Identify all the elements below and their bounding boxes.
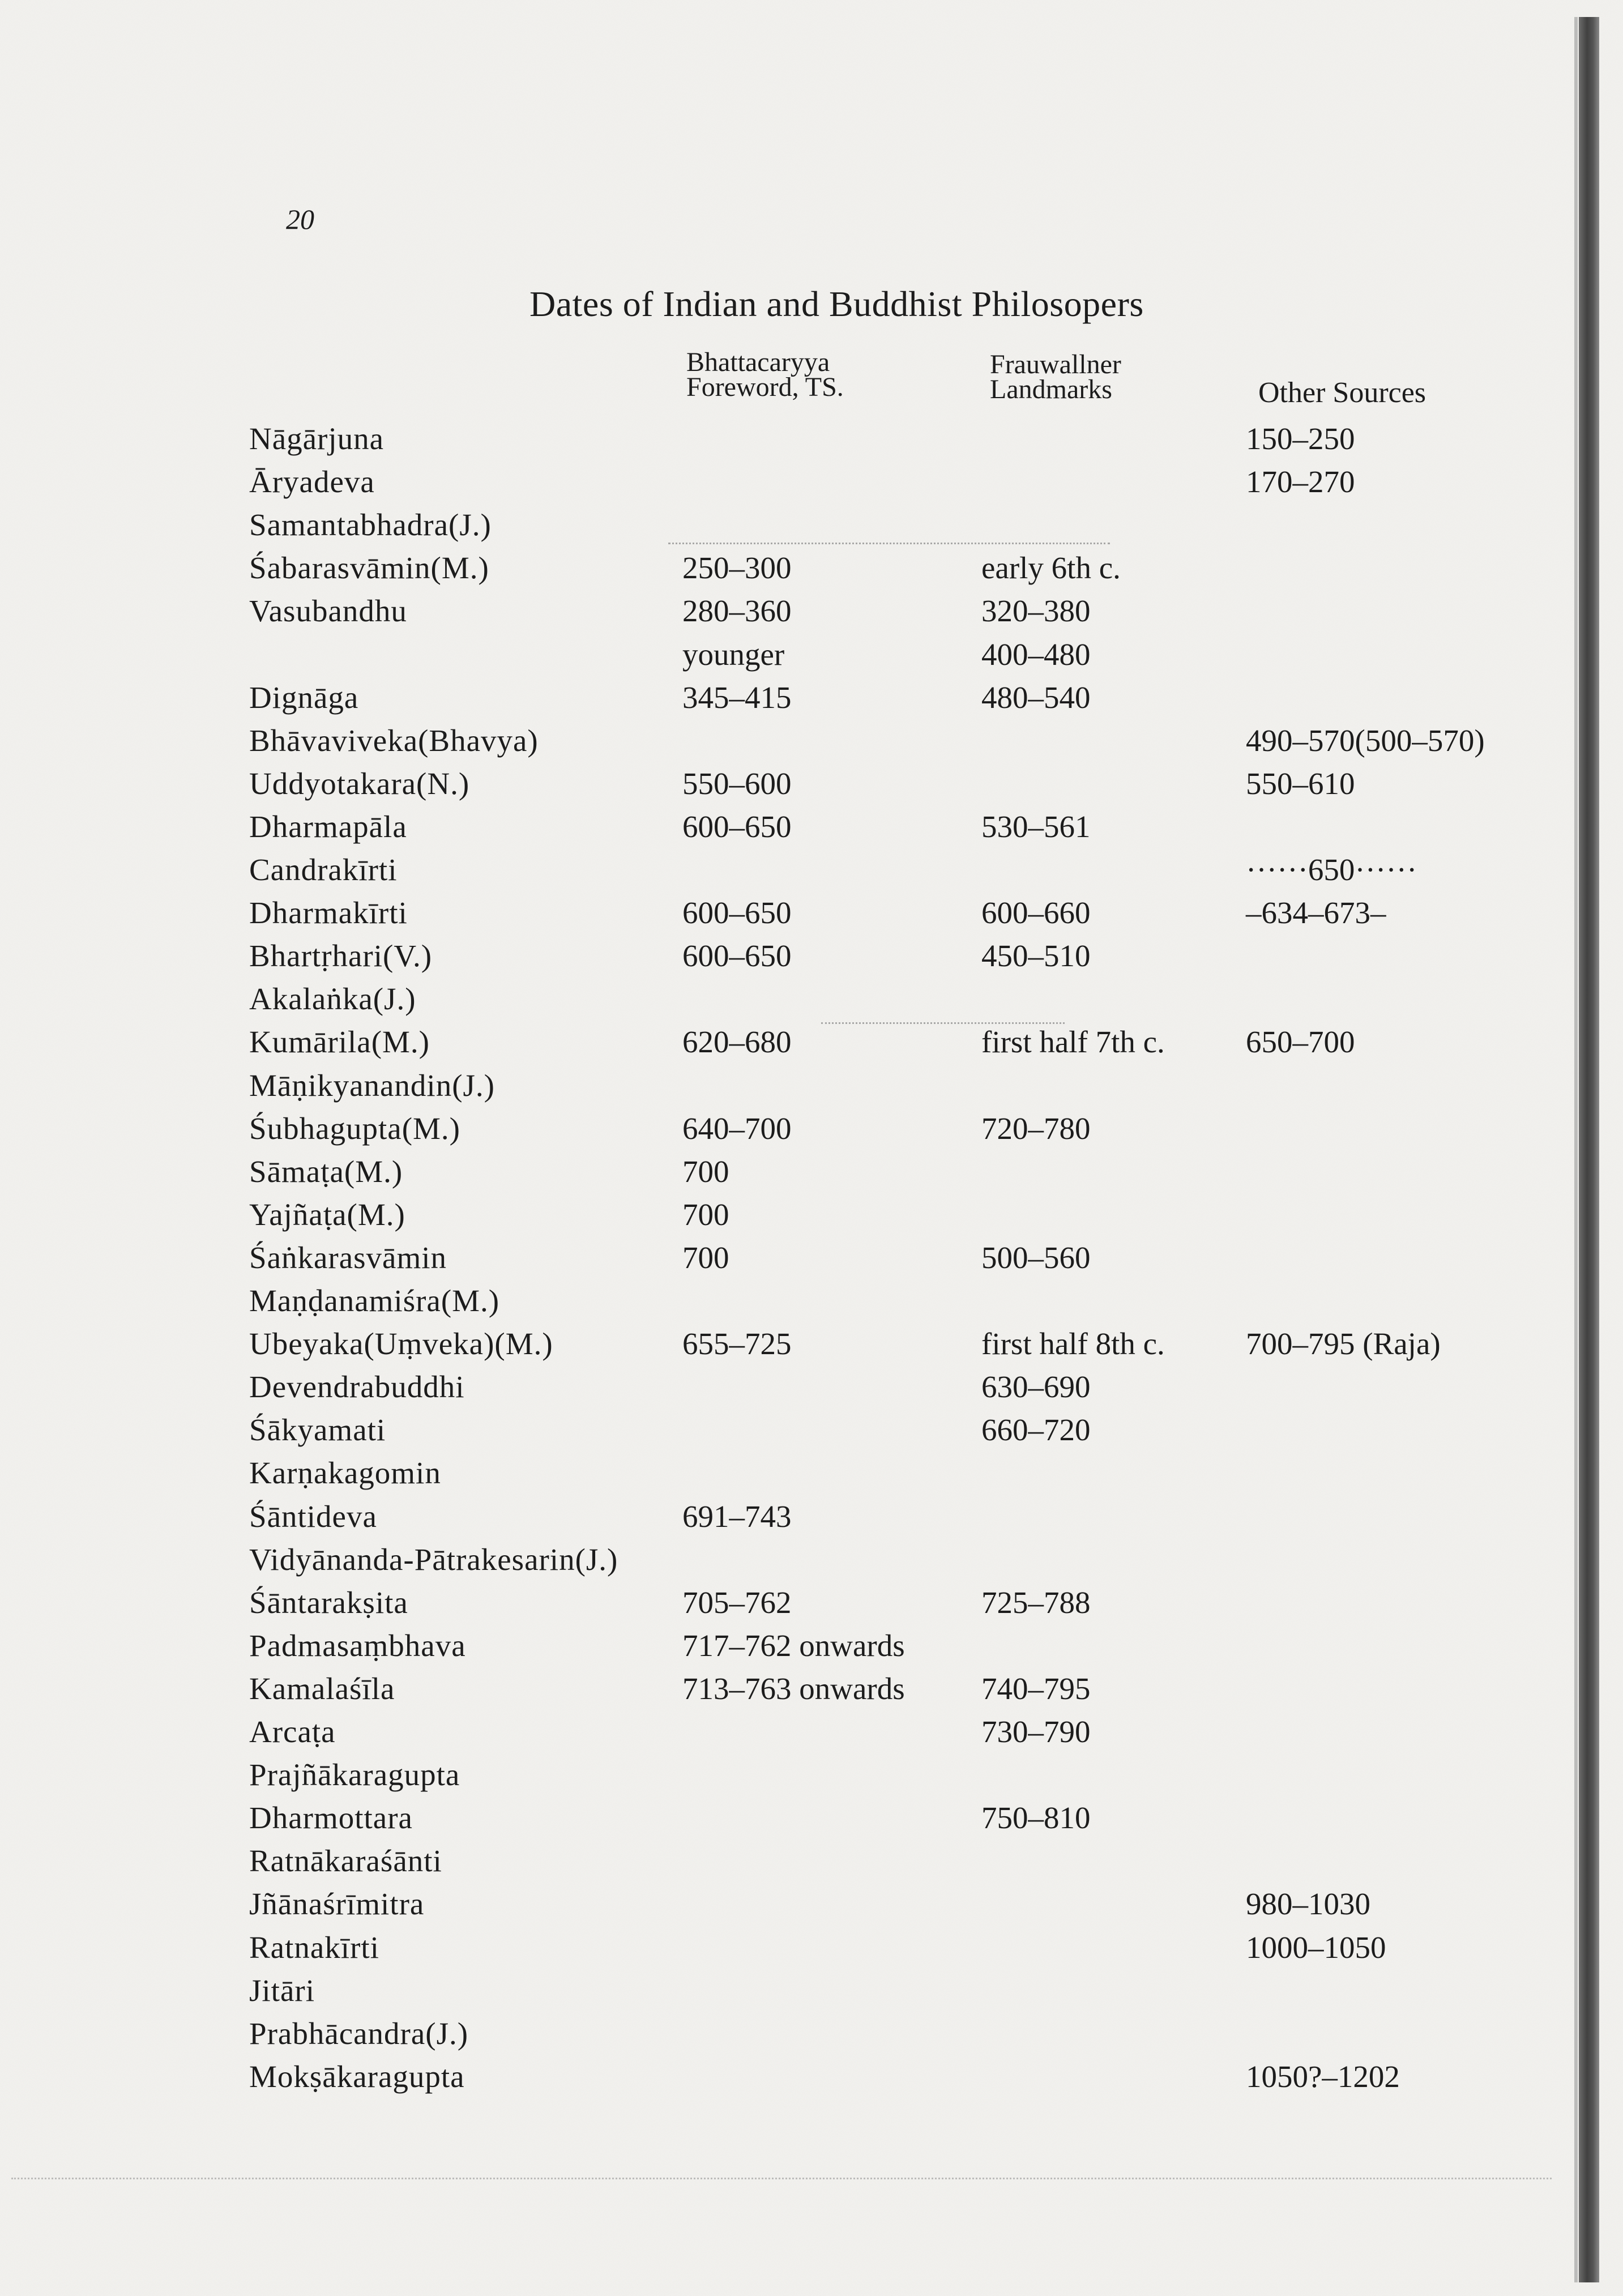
philosopher-name: Kumārila(M.) — [249, 1025, 430, 1059]
table-row — [0, 1629, 1529, 1663]
table-row — [0, 1931, 1529, 1965]
philosopher-name: Devendrabuddhi — [249, 1369, 465, 1404]
table-row — [0, 1155, 1529, 1189]
table-row — [0, 810, 1529, 844]
date-bhattacaryya: 717–762 onwards — [682, 1628, 905, 1663]
column-header-other-sources: Other Sources — [1258, 377, 1426, 409]
date-bhattacaryya: 600–650 — [682, 809, 792, 844]
philosopher-name: Yajñaṭa(M.) — [249, 1197, 405, 1232]
table-row — [0, 896, 1529, 930]
philosopher-name: Śubhagupta(M.) — [249, 1111, 460, 1146]
table-row — [0, 1456, 1529, 1490]
date-bhattacaryya: 345–415 — [682, 680, 792, 715]
date-bhattacaryya: 550–600 — [682, 766, 792, 801]
table-row — [0, 638, 1529, 672]
table-row — [0, 853, 1529, 887]
date-other: ······650······ — [1246, 852, 1417, 887]
philosopher-name: Candrakīrti — [249, 852, 398, 887]
philosopher-name: Bhāvaviveka(Bhavya) — [249, 723, 539, 758]
date-other: 700–795 (Raja) — [1246, 1326, 1441, 1361]
philosopher-name: Ratnākaraśānti — [249, 1843, 442, 1878]
philosopher-name: Śākyamati — [249, 1412, 386, 1447]
philosopher-name: Jitāri — [249, 1973, 315, 2008]
date-frauwallner: 320–380 — [981, 594, 1091, 628]
table-row — [0, 1586, 1529, 1620]
date-bhattacaryya: 250–300 — [682, 550, 792, 585]
date-frauwallner: first half 7th c. — [981, 1025, 1165, 1059]
date-bhattacaryya: 600–650 — [682, 938, 792, 973]
date-frauwallner: 480–540 — [981, 680, 1091, 715]
table-row — [0, 767, 1529, 801]
date-frauwallner: 725–788 — [981, 1585, 1091, 1620]
table-row — [0, 1500, 1529, 1534]
table-row — [0, 2017, 1529, 2051]
philosopher-name: Prajñākaragupta — [249, 1757, 460, 1792]
date-bhattacaryya: 700 — [682, 1197, 729, 1232]
date-other: 150–250 — [1246, 421, 1355, 456]
philosopher-name: Maṇḍanamiśra(M.) — [249, 1283, 500, 1318]
table-row — [0, 1284, 1529, 1318]
page-number: 20 — [286, 203, 314, 235]
date-bhattacaryya: 655–725 — [682, 1326, 792, 1361]
date-frauwallner: first half 8th c. — [981, 1326, 1165, 1361]
philosopher-name: Ratnakīrti — [249, 1930, 379, 1965]
table-row — [0, 1370, 1529, 1404]
table-row — [0, 1069, 1529, 1103]
philosopher-name: Mokṣākaragupta — [249, 2059, 465, 2094]
table-row — [0, 594, 1529, 628]
philosopher-name: Prabhācandra(J.) — [249, 2016, 469, 2051]
date-other: 170–270 — [1246, 464, 1355, 499]
date-other: 1000–1050 — [1246, 1930, 1386, 1965]
date-other: –634–673– — [1246, 895, 1386, 930]
date-frauwallner: 660–720 — [981, 1412, 1091, 1447]
date-frauwallner: 720–780 — [981, 1111, 1091, 1146]
philosopher-name: Dignāga — [249, 680, 359, 715]
table-row — [0, 1844, 1529, 1878]
date-frauwallner: 530–561 — [981, 809, 1091, 844]
philosopher-name: Dharmapāla — [249, 809, 407, 844]
table-row — [0, 1974, 1529, 2008]
table-row — [0, 1672, 1529, 1706]
philosopher-name: Jñānaśrīmitra — [249, 1887, 425, 1921]
date-bhattacaryya: 640–700 — [682, 1111, 792, 1146]
philosopher-name: Arcaṭa — [249, 1714, 336, 1749]
date-bhattacaryya: 713–763 onwards — [682, 1671, 905, 1706]
philosopher-name: Uddyotakara(N.) — [249, 766, 470, 801]
philosopher-name: Samantabhadra(J.) — [249, 507, 492, 542]
table-row — [0, 1801, 1529, 1835]
table-title: Dates of Indian and Buddhist Philosopers — [529, 284, 1144, 324]
table-row — [0, 1543, 1529, 1577]
philosopher-name: Sāmaṭa(M.) — [249, 1154, 403, 1189]
table-row — [0, 1025, 1529, 1059]
date-other: 650–700 — [1246, 1025, 1355, 1059]
philosopher-name: Vasubandhu — [249, 594, 407, 628]
philosopher-name: Karṇakagomin — [249, 1456, 441, 1490]
date-bhattacaryya: 700 — [682, 1240, 729, 1275]
date-bhattacaryya: 600–650 — [682, 895, 792, 930]
table-row — [0, 982, 1529, 1016]
column-header-frauwallner: Frauwallner Landmarks — [990, 349, 1121, 404]
table-row — [0, 422, 1529, 456]
table-row — [0, 1715, 1529, 1749]
philosopher-name: Śaṅkarasvāmin — [249, 1240, 447, 1275]
table-row — [0, 1758, 1529, 1792]
table-row — [0, 1198, 1529, 1232]
table-row — [0, 1112, 1529, 1146]
philosopher-name: Vidyānanda-Pātrakesarin(J.) — [249, 1542, 618, 1577]
date-other: 980–1030 — [1246, 1887, 1370, 1921]
separator-rule — [668, 543, 1110, 545]
table-row — [0, 1241, 1529, 1275]
date-other: 550–610 — [1246, 766, 1355, 801]
table-row — [0, 1887, 1529, 1921]
date-frauwallner: 630–690 — [981, 1369, 1091, 1404]
philosopher-name: Māṇikyanandin(J.) — [249, 1068, 495, 1103]
table-row — [0, 508, 1529, 542]
date-bhattacaryya: younger — [682, 637, 785, 672]
philosopher-name: Nāgārjuna — [249, 421, 385, 456]
date-other: 1050?–1202 — [1246, 2059, 1400, 2094]
philosopher-name: Śabarasvāmin(M.) — [249, 550, 489, 585]
date-other: 490–570(500–570) — [1246, 723, 1485, 758]
date-bhattacaryya: 280–360 — [682, 594, 792, 628]
binding-edge — [1574, 17, 1578, 2282]
date-frauwallner: 600–660 — [981, 895, 1091, 930]
philosopher-name: Ubeyaka(Uṃveka)(M.) — [249, 1326, 553, 1361]
date-frauwallner: 750–810 — [981, 1800, 1091, 1835]
date-frauwallner: 730–790 — [981, 1714, 1091, 1749]
philosopher-name: Bhartṛhari(V.) — [249, 938, 433, 973]
philosopher-name: Āryadeva — [249, 464, 375, 499]
date-bhattacaryya: 705–762 — [682, 1585, 792, 1620]
column-header-bhattacaryya: Bhattacaryya Foreword, TS. — [686, 347, 844, 402]
table-row — [0, 1413, 1529, 1447]
date-frauwallner: 740–795 — [981, 1671, 1091, 1706]
date-bhattacaryya: 620–680 — [682, 1025, 792, 1059]
philosopher-name: Padmasaṃbhava — [249, 1628, 466, 1663]
philosopher-name: Kamalaśīla — [249, 1671, 395, 1706]
table-row — [0, 724, 1529, 758]
philosopher-name: Dharmakīrti — [249, 895, 408, 930]
philosopher-name: Dharmottara — [249, 1800, 413, 1835]
philosopher-name: Śāntideva — [249, 1499, 377, 1534]
table-row — [0, 2060, 1529, 2094]
date-bhattacaryya: 700 — [682, 1154, 729, 1189]
date-frauwallner: 400–480 — [981, 637, 1091, 672]
date-frauwallner: 500–560 — [981, 1240, 1091, 1275]
table-row — [0, 681, 1529, 715]
date-bhattacaryya: 691–743 — [682, 1499, 792, 1534]
table-row — [0, 939, 1529, 973]
date-frauwallner: 450–510 — [981, 938, 1091, 973]
philosopher-name: Śāntarakṣita — [249, 1585, 408, 1620]
bottom-scan-rule — [11, 2178, 1552, 2179]
date-frauwallner: early 6th c. — [981, 550, 1121, 585]
table-row — [0, 551, 1529, 585]
table-row — [0, 465, 1529, 499]
book-spine-shadow — [1579, 17, 1599, 2282]
table-row — [0, 1327, 1529, 1361]
philosopher-name: Akalaṅka(J.) — [249, 981, 416, 1016]
